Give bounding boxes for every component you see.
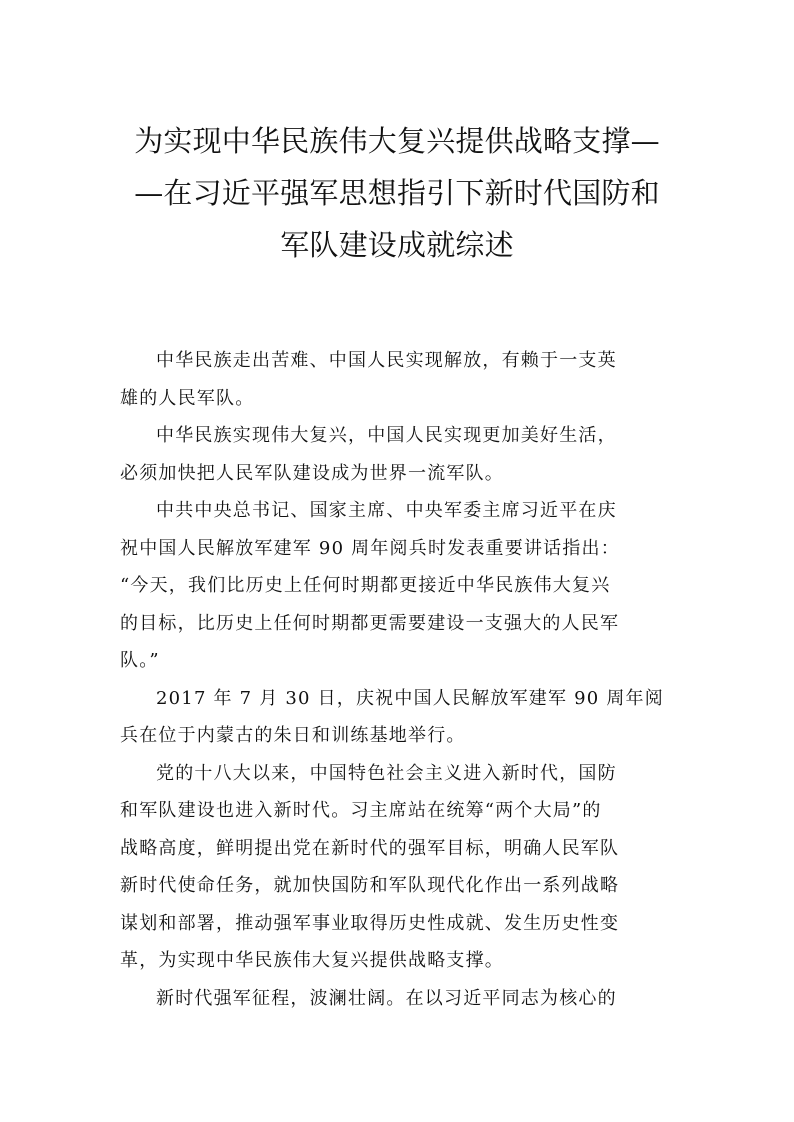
paragraph-line: 祝中国人民解放军建军 90 周年阅兵时发表重要讲话指出： <box>120 537 620 559</box>
paragraph-line: 谋划和部署，推动强军事业取得历史性成就、发生历史性变 <box>120 912 620 934</box>
paragraph-line: 党的十八大以来，中国特色社会主义进入新时代，国防 <box>156 762 617 784</box>
paragraph-line: 新时代强军征程，波澜壮阔。在以习近平同志为核心的 <box>156 987 617 1009</box>
paragraph-line: 和军队建设也进入新时代。习主席站在统筹“两个大局”的 <box>120 800 602 821</box>
title-line-3: 军队建设成就综述 <box>280 228 514 262</box>
paragraph-line: 必须加快把人民军队建设成为世界一流军队。 <box>120 462 504 484</box>
document-body <box>120 342 674 1017</box>
paragraph-line: 中华民族实现伟大复兴，中国人民实现更加美好生活， <box>156 425 617 446</box>
paragraph-2 <box>120 417 674 492</box>
paragraph-4 <box>120 680 674 755</box>
document-title <box>120 124 674 262</box>
paragraph-6 <box>120 980 674 1018</box>
paragraph-line: “今天，我们比历史上任何时期都更接近中华民族伟大复兴 <box>120 575 611 596</box>
paragraph-3 <box>120 492 674 680</box>
paragraph-5 <box>120 755 674 980</box>
paragraph-line: 2017 年 7 月 30 日，庆祝中国人民解放军建军 90 周年阅 <box>156 687 664 709</box>
paragraph-line: 中华民族走出苦难、中国人民实现解放，有赖于一支英 <box>156 350 617 371</box>
paragraph-line: 兵在位于内蒙古的朱日和训练基地举行。 <box>120 725 466 746</box>
paragraph-line: 队。” <box>120 650 160 671</box>
paragraph-line: 革，为实现中华民族伟大复兴提供战略支撑。 <box>120 950 504 971</box>
paragraph-line: 新时代使命任务，就加快国防和军队现代化作出一系列战略 <box>120 875 620 896</box>
paragraph-line: 的目标，比历史上任何时期都更需要建设一支强大的人民军 <box>120 612 620 634</box>
paragraph-line: 战略高度，鲜明提出党在新时代的强军目标，明确人民军队 <box>120 837 620 859</box>
title-line-1: 为实现中华民族伟大复兴提供战略支撑— <box>134 124 660 158</box>
paragraph-line: 雄的人民军队。 <box>120 387 255 409</box>
title-line-2: —在习近平强军思想指引下新时代国防和 <box>134 176 660 210</box>
paragraph-1 <box>120 342 674 417</box>
paragraph-line: 中共中央总书记、国家主席、中央军委主席习近平在庆 <box>156 500 617 521</box>
